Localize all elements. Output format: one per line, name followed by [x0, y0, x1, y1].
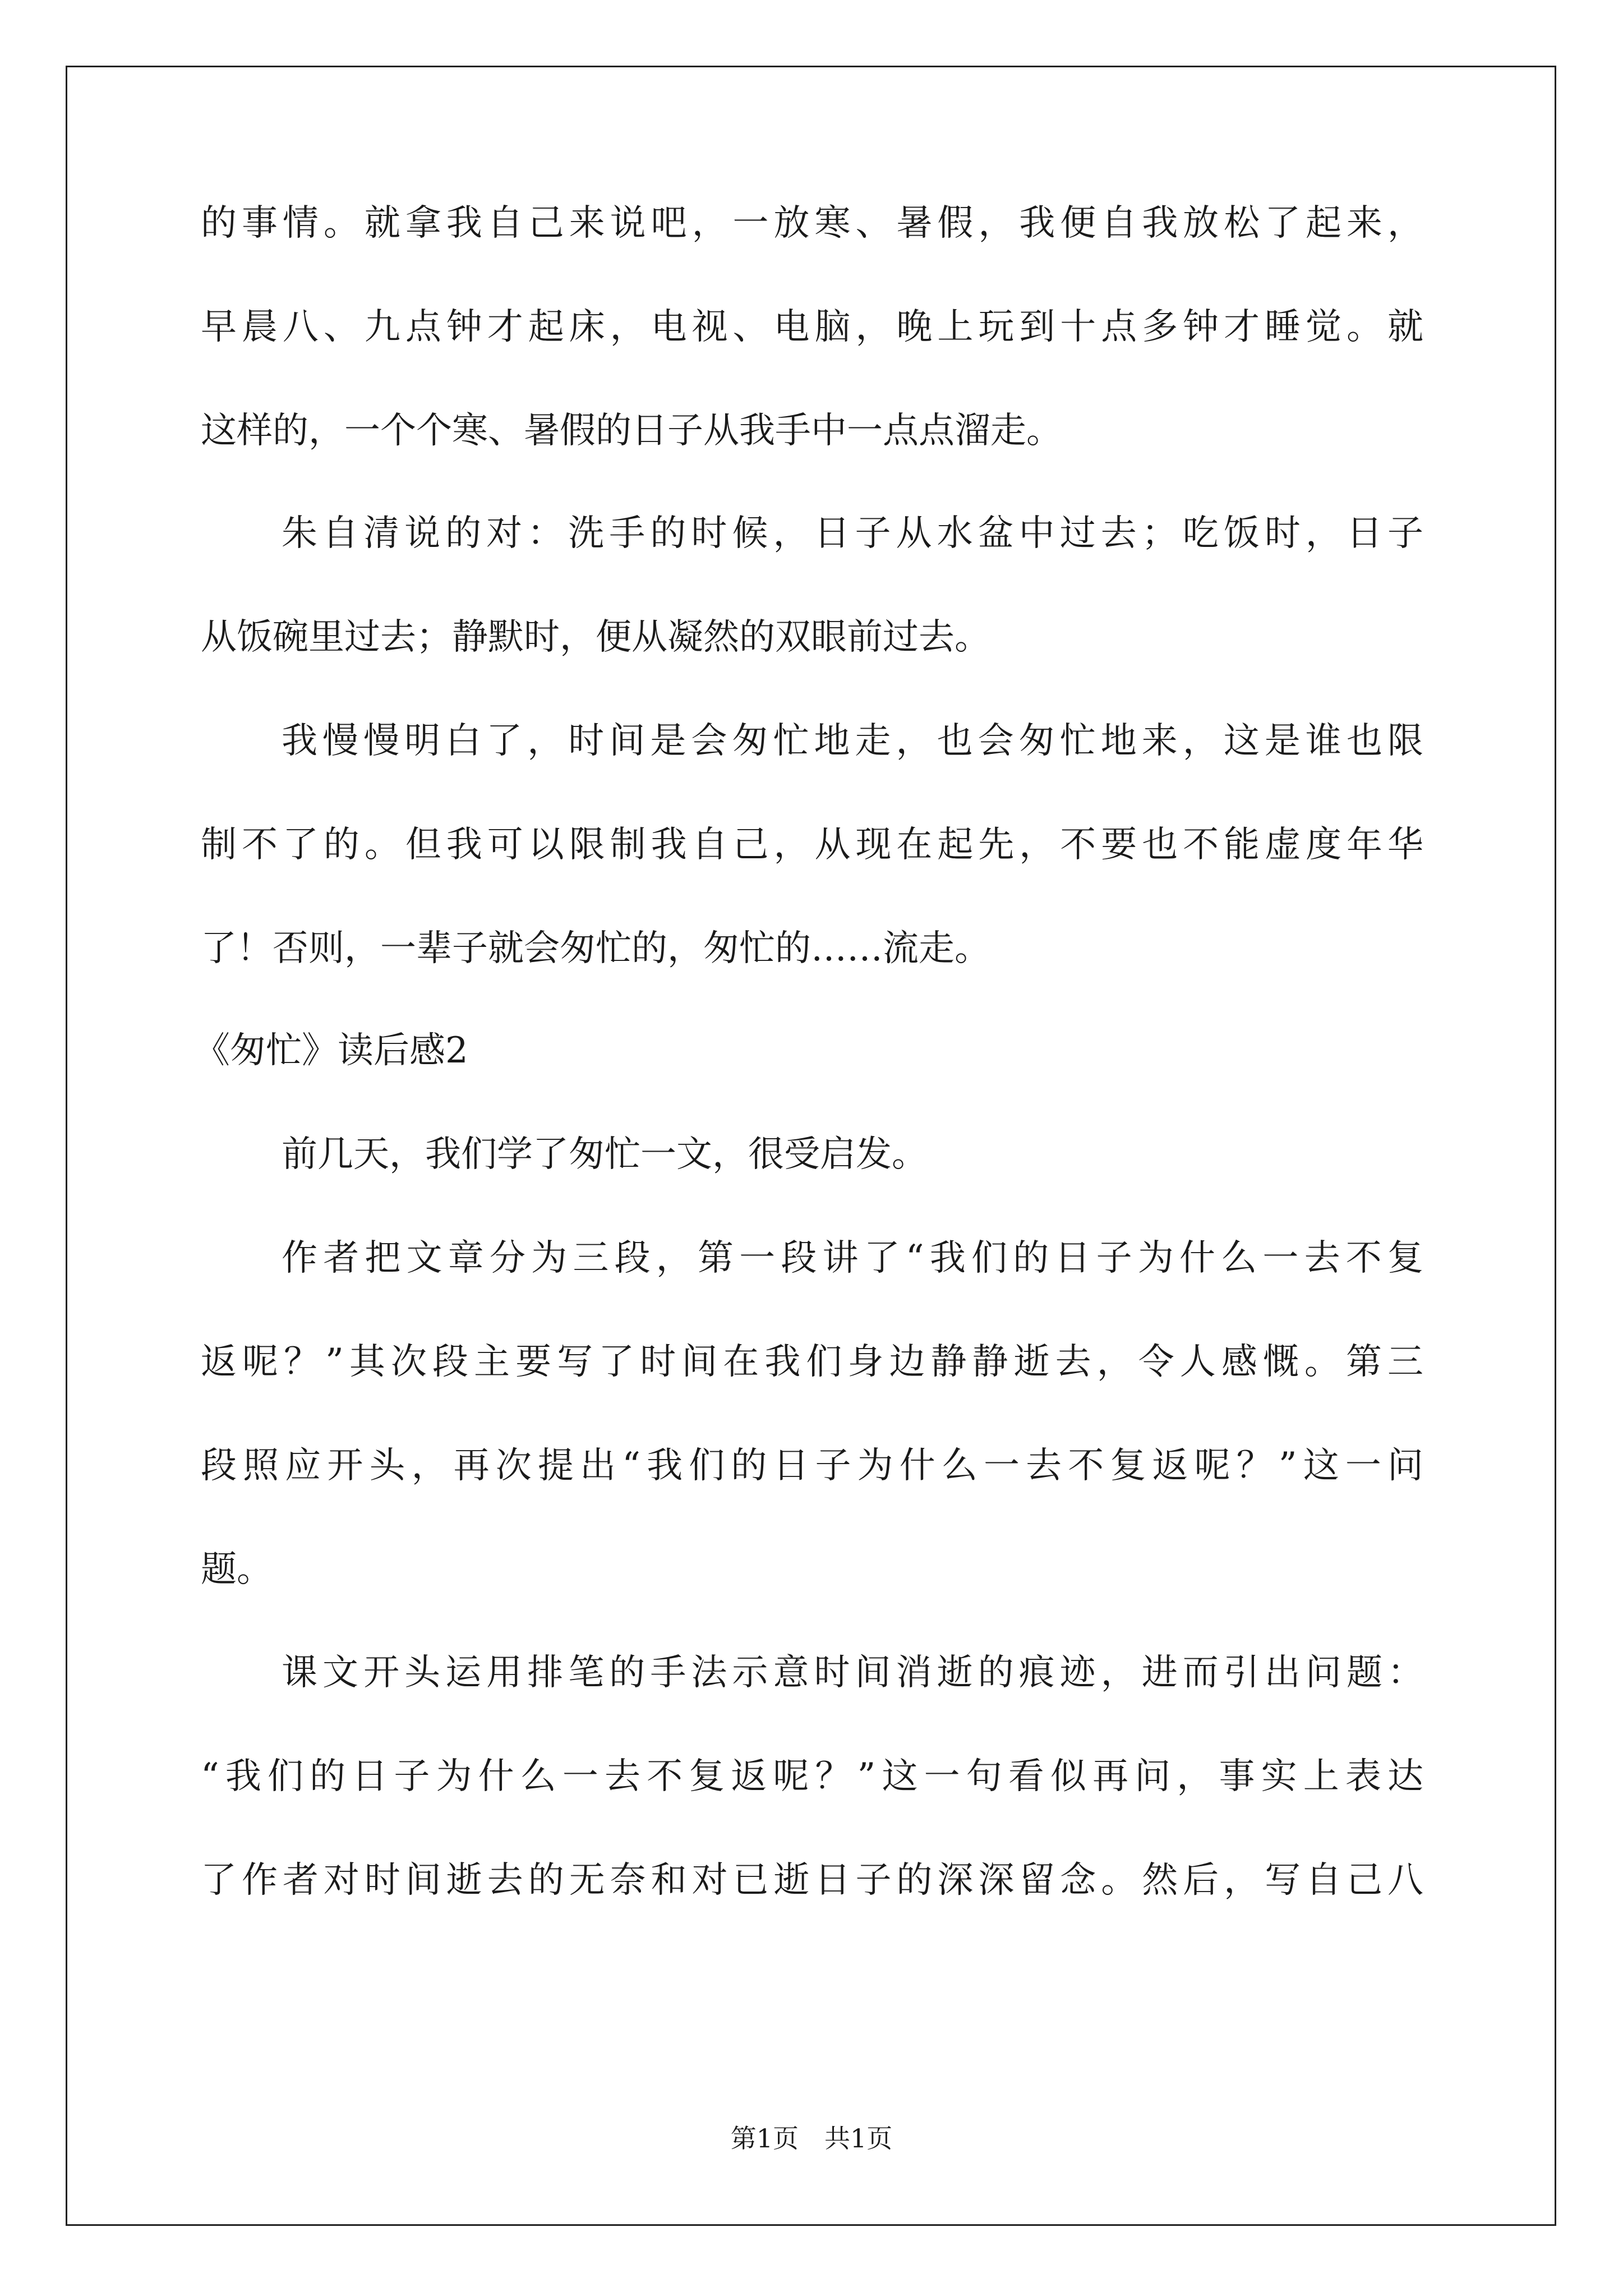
- body-line: 我慢慢明白了，时间是会匆忙地走，也会匆忙地来，这是谁也限: [282, 720, 1423, 762]
- body-line: 了作者对时间逝去的无奈和对已逝日子的深深留念。然后，写自己八: [201, 1860, 1423, 1901]
- body-line: 段照应开头，再次提出“我们的日子为什么一去不复返呢？”这一问: [201, 1445, 1423, 1487]
- body-line: 前几天，我们学了匆忙一文，很受启发。: [282, 1134, 928, 1175]
- section-heading: 《匆忙》读后感2: [194, 1030, 468, 1071]
- body-line: 作者把文章分为三段，第一段讲了“我们的日子为什么一去不复: [282, 1237, 1423, 1279]
- page-number-footer: 第1页 共1页: [730, 2123, 893, 2154]
- body-line: 从饭碗里过去；静默时，便从凝然的双眼前过去。: [201, 616, 990, 658]
- body-line: 制不了的。但我可以限制我自己，从现在起先，不要也不能虚度年华: [201, 824, 1423, 866]
- body-line: 了！否则，一辈子就会匆忙的，匆忙的……流走。: [201, 928, 990, 969]
- body-line: 的事情。就拿我自己来说吧，一放寒、暑假，我便自我放松了起来，: [201, 203, 1423, 244]
- body-line: 早晨八、九点钟才起床，电视、电脑，晚上玩到十点多钟才睡觉。就: [201, 306, 1423, 348]
- body-line: 返呢？”其次段主要写了时间在我们身边静静逝去，令人感慨。第三: [201, 1341, 1423, 1383]
- body-line: 这样的，一个个寒、暑假的日子从我手中一点点溜走。: [201, 410, 1062, 452]
- body-line: “我们的日子为什么一去不复返呢？”这一句看似再问，事实上表达: [201, 1756, 1423, 1797]
- body-line: 课文开头运用排笔的手法示意时间消逝的痕迹，进而引出问题：: [282, 1652, 1423, 1694]
- body-line: 朱自清说的对：洗手的时候，日子从水盆中过去；吃饭时，日子: [282, 513, 1423, 554]
- body-line: 题。: [201, 1549, 273, 1590]
